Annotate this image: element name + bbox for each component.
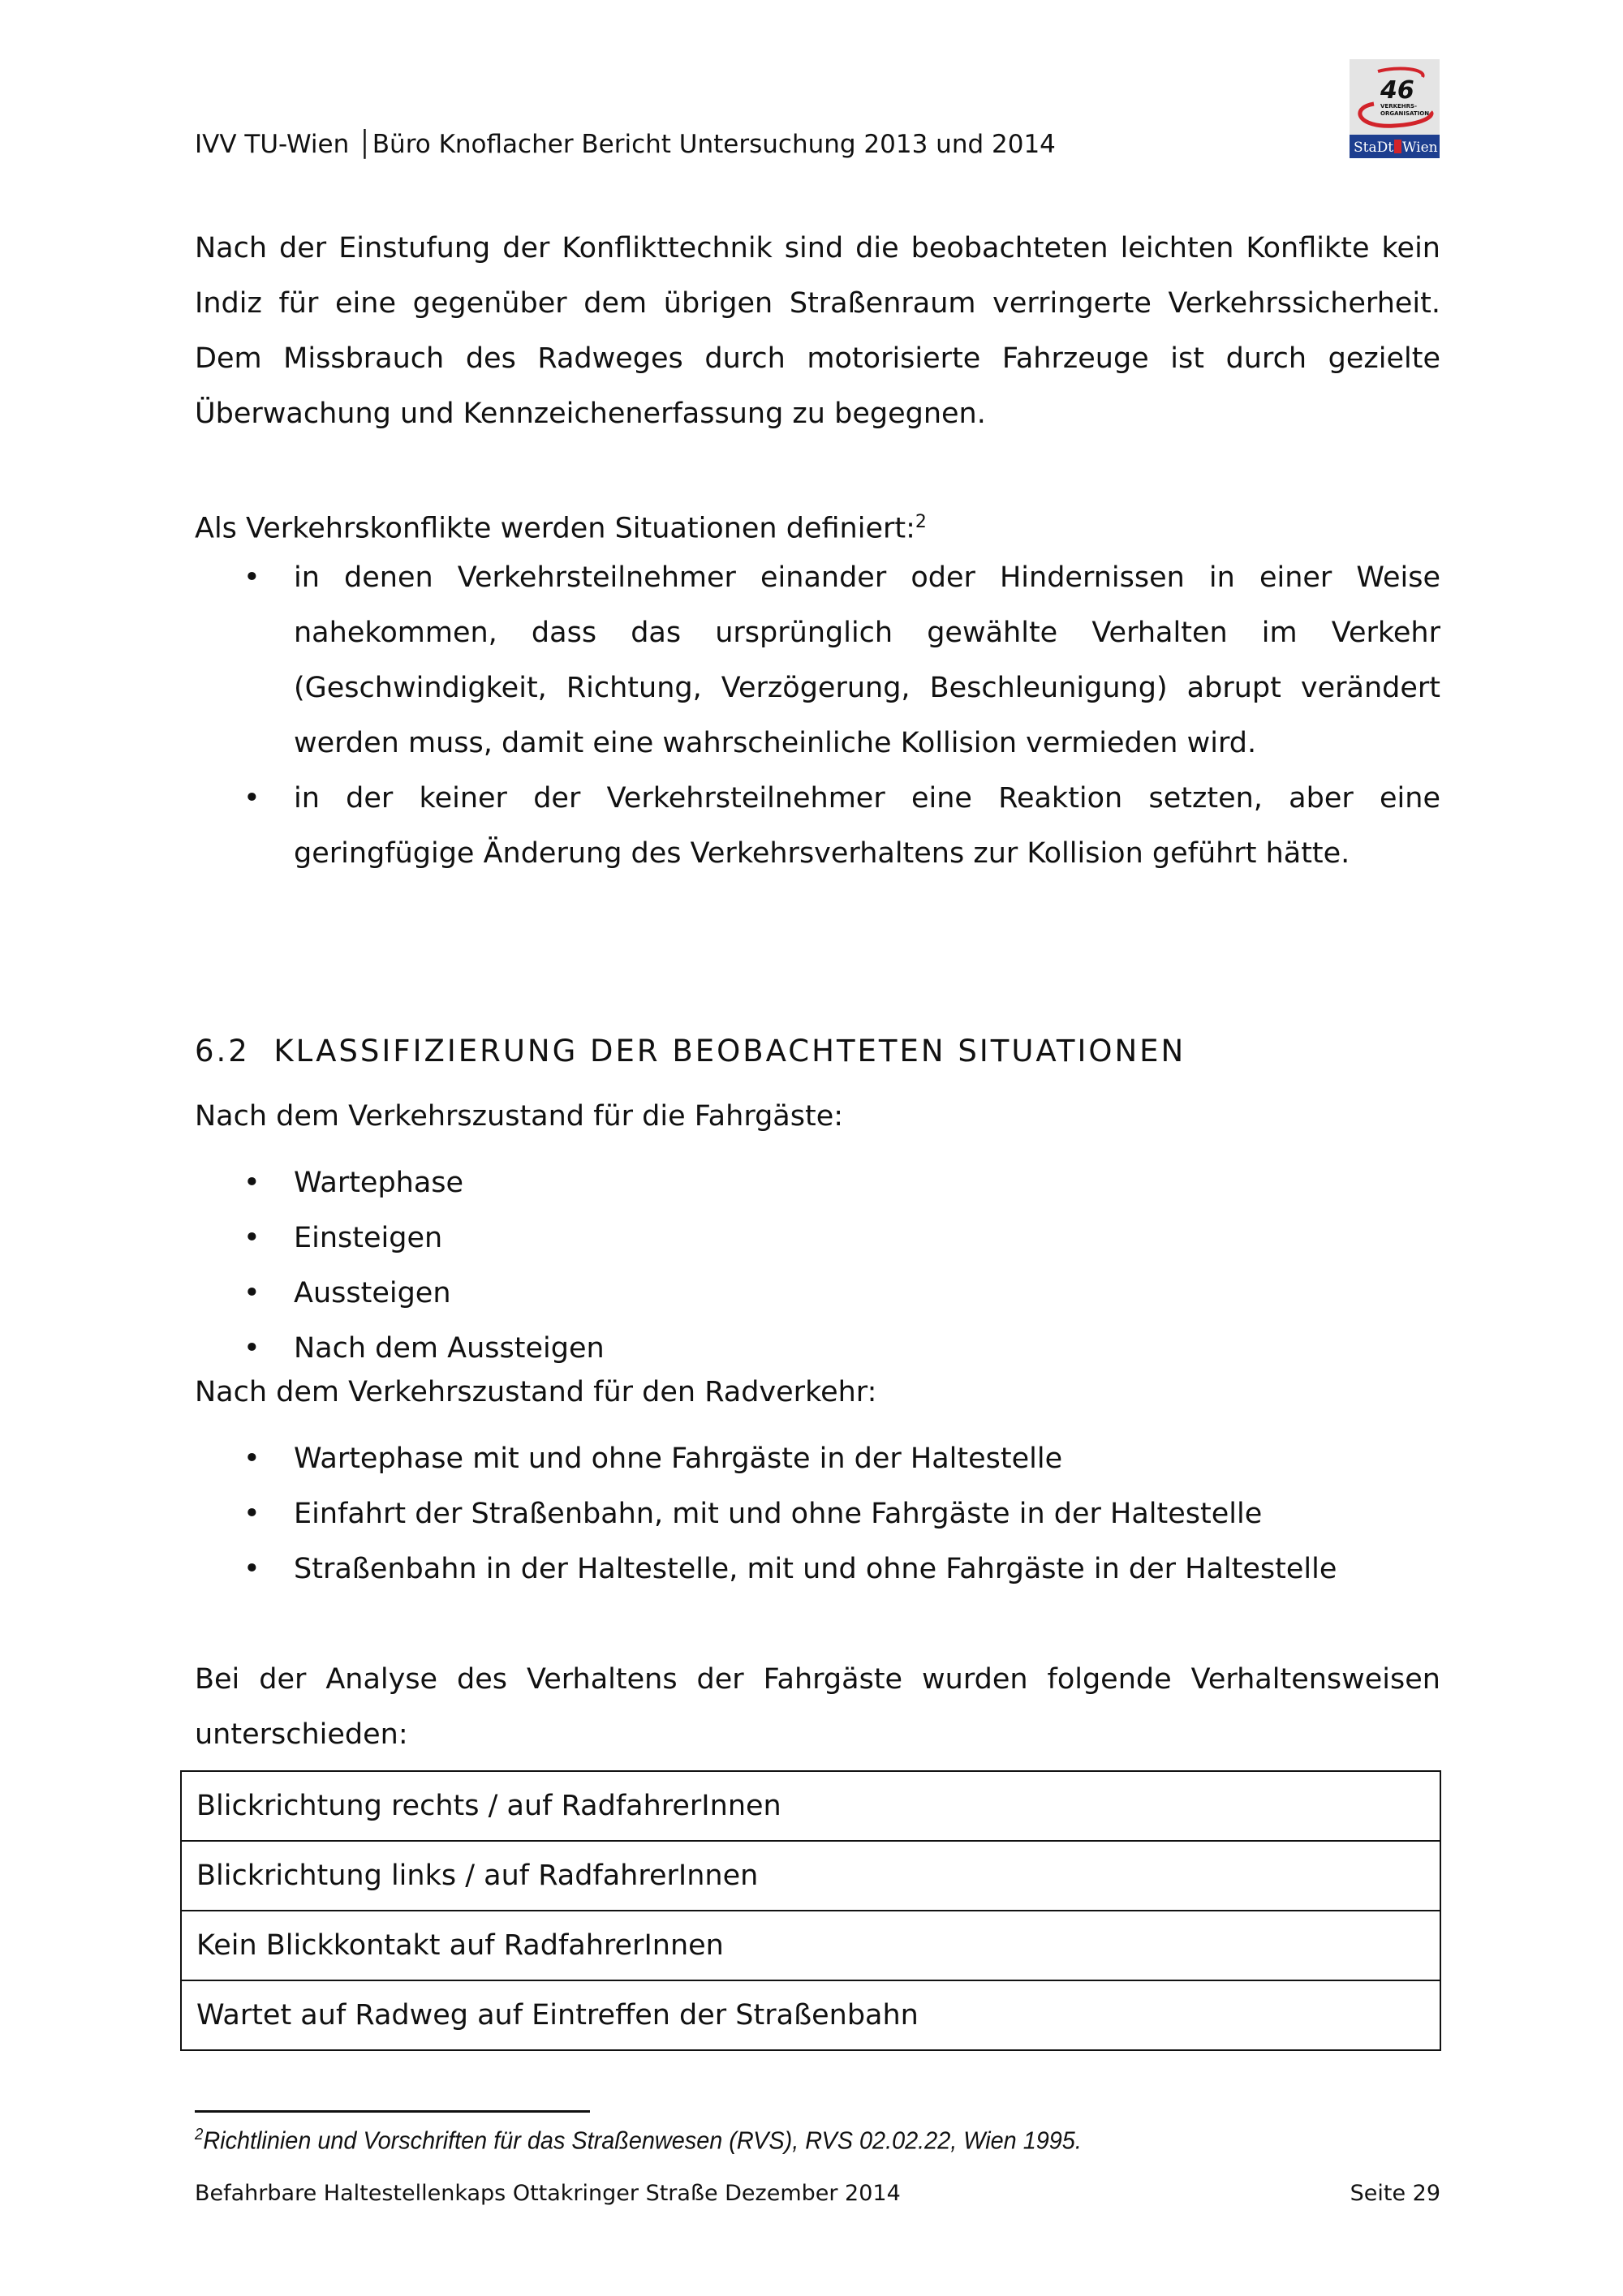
section-heading: 6.2 KLASSIFIZIERUNG DER BEOBACHTETEN SITUATIONEN xyxy=(195,1034,1186,1068)
footnote-number: 2 xyxy=(195,2126,204,2143)
definition-list xyxy=(195,550,1440,881)
bullet-icon: • xyxy=(243,1553,260,1585)
bullet-icon: • xyxy=(243,561,260,594)
bullet-icon: • xyxy=(243,1498,260,1530)
table-row xyxy=(181,1911,1440,1980)
table-cell: Blickrichtung rechts / auf RadfahrerInnen xyxy=(181,1771,1440,1841)
behavior-table xyxy=(180,1770,1441,2051)
svg-text:Wien: Wien xyxy=(1402,140,1438,156)
intro-paragraph: Nach der Einstufung der Konflikttechnik sind die beobachteten leichten Konflikte kein Indiz für eine gegenüber dem übrigen Straßenraum verringerte Verkehrssicherheit. Dem Missbrauch des Radweges durch motorisierte Fahrzeuge ist durch gezielte Überwachung und Kennzeichenerfassung zu begegnen. xyxy=(195,232,1440,430)
table-row xyxy=(181,1841,1440,1911)
list-item xyxy=(195,1486,1440,1541)
bullet-icon: • xyxy=(243,1277,260,1309)
definition-lead xyxy=(195,495,927,557)
cyclists-lead: Nach dem Verkehrszustand für den Radverkehr: xyxy=(195,1376,877,1408)
footnote-divider xyxy=(195,2110,590,2113)
bullet-icon: • xyxy=(243,1443,260,1475)
analysis-paragraph: Bei der Analyse des Verhaltens der Fahrgäste wurden folgende Verhaltensweisen unterschieden: xyxy=(195,1663,1440,1751)
bullet-icon: • xyxy=(243,1167,260,1199)
list-item xyxy=(195,1266,1440,1321)
list-item-text: Wartephase mit und ohne Fahrgäste in der Haltestelle xyxy=(294,1443,1063,1475)
table-cell: Blickrichtung links / auf RadfahrerInnen xyxy=(181,1841,1440,1911)
list-item xyxy=(195,1321,1440,1376)
page-number: Seite 29 xyxy=(1350,2181,1440,2206)
bullet-icon: • xyxy=(243,1222,260,1254)
passengers-lead: Nach dem Verkehrszustand für die Fahrgäste: xyxy=(195,1100,844,1133)
list-item-text: in der keiner der Verkehrsteilnehmer eine Reaktion setzten, aber eine geringfügige Änderung des Verkehrsverhaltens zur Kollision geführt hätte. xyxy=(294,782,1440,870)
footnote-text: Richtlinien und Vorschriften für das Straßenwesen (RVS), RVS 02.02.22, Wien 1995. xyxy=(203,2126,1082,2155)
footnote-ref: 2 xyxy=(915,512,927,532)
list-item-text: Einfahrt der Straßenbahn, mit und ohne Fahrgäste in der Haltestelle xyxy=(294,1498,1263,1530)
stadt-wien-logo xyxy=(1350,59,1440,158)
list-item xyxy=(195,771,1440,881)
cyclists-list xyxy=(195,1431,1440,1597)
list-item-text: Aussteigen xyxy=(294,1277,451,1309)
page-footer: Befahrbare Haltestellenkaps Ottakringer Straße Dezember 2014 xyxy=(195,2181,901,2206)
footnote xyxy=(195,2126,1082,2155)
table-row xyxy=(181,1980,1440,2050)
definition-lead-text: Als Verkehrskonflikte werden Situationen definiert: xyxy=(195,512,915,545)
list-item-text: Einsteigen xyxy=(294,1222,443,1254)
list-item xyxy=(195,1210,1440,1266)
list-item xyxy=(195,1431,1440,1486)
table-cell: Kein Blickkontakt auf RadfahrerInnen xyxy=(181,1911,1440,1980)
list-item xyxy=(195,550,1440,771)
table-row xyxy=(181,1771,1440,1841)
list-item-text: Wartephase xyxy=(294,1167,464,1199)
list-item-text: in denen Verkehrsteilnehmer einander oder Hindernissen in einer Weise nahekommen, dass das ursprünglich gewählte Verhalten im Verkehr (Geschwindigkeit, Richtung, Verzögerung, Beschleunigung) abrupt verändert werden muss, damit eine wahrscheinliche Kollision vermieden wird. xyxy=(294,561,1440,759)
list-item-text: Straßenbahn in der Haltestelle, mit und ohne Fahrgäste in der Haltestelle xyxy=(294,1553,1337,1585)
svg-text:ORGANISATION: ORGANISATION xyxy=(1380,110,1430,117)
list-item xyxy=(195,1155,1440,1210)
list-item xyxy=(195,1541,1440,1597)
list-item-text: Nach dem Aussteigen xyxy=(294,1332,605,1365)
bullet-icon: • xyxy=(243,782,260,815)
bullet-icon: • xyxy=(243,1332,260,1365)
svg-text:46: 46 xyxy=(1380,76,1414,105)
page-header: IVV TU-Wien │Büro Knoflacher Bericht Untersuchung 2013 und 2014 xyxy=(195,130,1056,159)
svg-text:VERKEHRS-: VERKEHRS- xyxy=(1380,103,1417,110)
table-cell: Wartet auf Radweg auf Eintreffen der Straßenbahn xyxy=(181,1980,1440,2050)
svg-text:StaDt: StaDt xyxy=(1354,140,1394,156)
passengers-list xyxy=(195,1155,1440,1376)
